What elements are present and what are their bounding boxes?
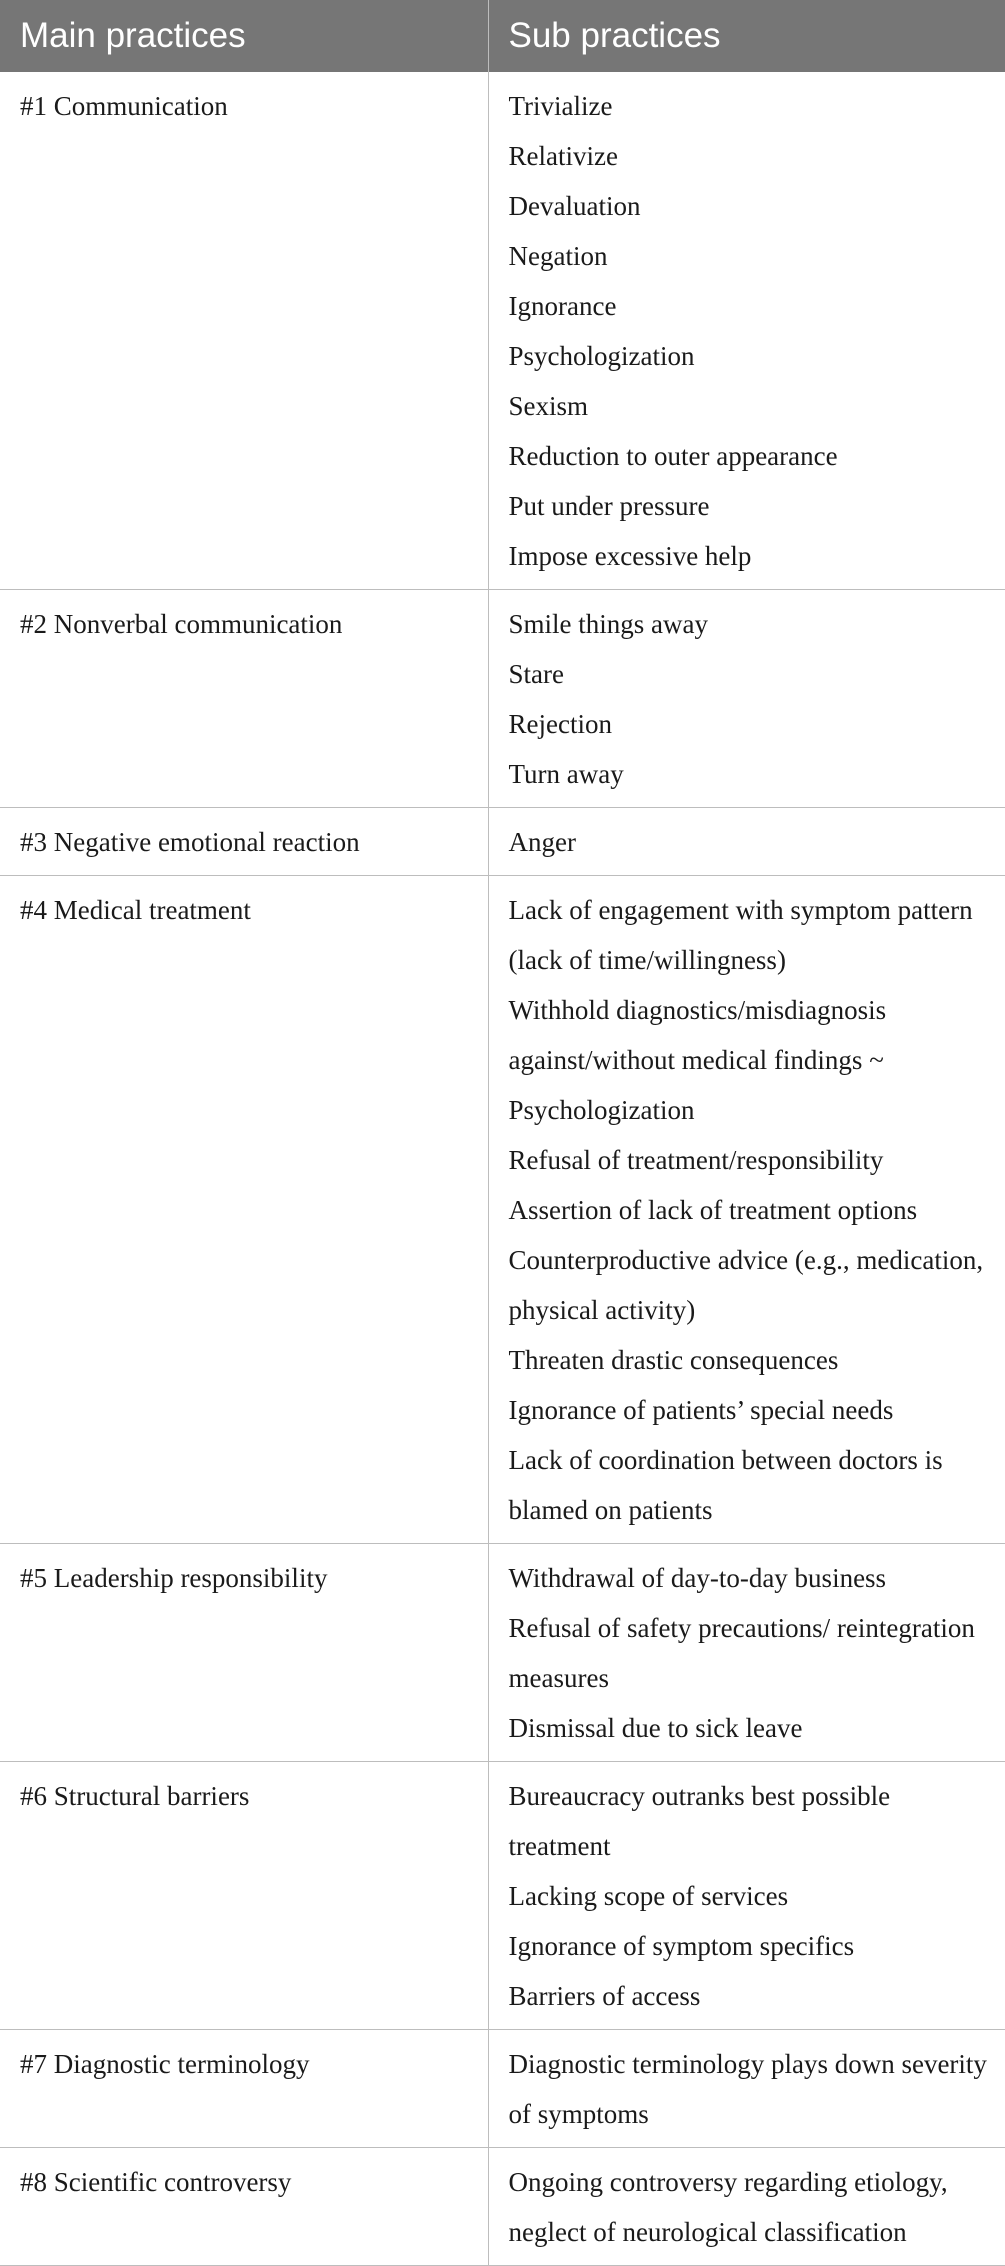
header-main-practices: Main practices [0, 0, 488, 72]
main-practice-cell: #7 Diagnostic terminology [0, 2030, 488, 2148]
sub-practice-item: Ignorance [508, 291, 617, 321]
sub-practice-item: Turn away [508, 759, 624, 789]
sub-practice-item: Sexism [508, 391, 589, 421]
sub-practices-cell [488, 1762, 1005, 2030]
sub-practices-cell [488, 72, 1005, 590]
sub-practice-item: Trivialize [508, 91, 613, 121]
sub-practice-item: Relativize [508, 141, 618, 171]
main-practice-cell: #4 Medical treatment [0, 876, 488, 1544]
table-row [0, 876, 1005, 1544]
sub-practice-item: Barriers of access [508, 1981, 701, 2011]
header-sub-practices: Sub practices [488, 0, 1005, 72]
main-practice-cell: #3 Negative emotional reaction [0, 808, 488, 876]
sub-practice-item: Devaluation [508, 191, 641, 221]
sub-practice-item: Withdrawal of day-to-day business [508, 1563, 887, 1593]
sub-practices-cell [488, 2148, 1005, 2266]
table-row [0, 72, 1005, 590]
sub-practice-item: Lack of coordination between doctors is blamed on patients [508, 1445, 943, 1525]
sub-practices-cell [488, 590, 1005, 808]
sub-practice-item: Anger [508, 827, 576, 857]
sub-practice-item: Counterproductive advice (e.g., medication, physical activity) [508, 1245, 984, 1325]
sub-practice-item: Refusal of safety precautions/ reintegration measures [508, 1613, 975, 1693]
sub-practice-item: Assertion of lack of treatment options [508, 1195, 918, 1225]
sub-practices-cell [488, 1544, 1005, 1762]
table-row [0, 590, 1005, 808]
sub-practice-item: Lacking scope of services [508, 1881, 789, 1911]
main-practice-cell: #8 Scientific controversy [0, 2148, 488, 2266]
sub-practice-item: Reduction to outer appearance [508, 441, 838, 471]
sub-practice-item: Lack of engagement with symptom pattern (lack of time/willingness) [508, 895, 973, 975]
main-practice-cell: #2 Nonverbal communication [0, 590, 488, 808]
sub-practice-item: Threaten drastic consequences [508, 1345, 839, 1375]
sub-practice-item: Withhold diagnostics/misdiagnosis against/without medical findings ~ Psychologization [508, 995, 887, 1125]
sub-practice-item: Smile things away [508, 609, 708, 639]
sub-practice-item: Stare [508, 659, 564, 689]
sub-practices-cell [488, 808, 1005, 876]
table-row [0, 2148, 1005, 2266]
main-practice-cell: #1 Communication [0, 72, 488, 590]
table-row [0, 808, 1005, 876]
header-row [0, 0, 1005, 72]
main-practice-cell: #6 Structural barriers [0, 1762, 488, 2030]
sub-practice-item: Psychologization [508, 341, 695, 371]
table-header [0, 0, 1005, 72]
table-row [0, 2030, 1005, 2148]
sub-practice-item: Ongoing controversy regarding etiology, neglect of neurological classification [508, 2167, 948, 2247]
sub-practices-cell [488, 2030, 1005, 2148]
table-row [0, 1762, 1005, 2030]
sub-practices-cell [488, 876, 1005, 1544]
table-row [0, 1544, 1005, 1762]
main-practice-cell: #5 Leadership responsibility [0, 1544, 488, 1762]
sub-practice-item: Negation [508, 241, 608, 271]
sub-practice-item: Dismissal due to sick leave [508, 1713, 803, 1743]
sub-practice-item: Ignorance of symptom specifics [508, 1931, 855, 1961]
sub-practice-item: Refusal of treatment/responsibility [508, 1145, 884, 1175]
sub-practice-item: Put under pressure [508, 491, 710, 521]
table-body [0, 72, 1005, 2266]
sub-practice-item: Ignorance of patients’ special needs [508, 1395, 894, 1425]
sub-practice-item: Impose excessive help [508, 541, 752, 571]
sub-practice-item: Rejection [508, 709, 612, 739]
sub-practice-item: Diagnostic terminology plays down severity of symptoms [508, 2049, 987, 2129]
sub-practice-item: Bureaucracy outranks best possible treatment [508, 1781, 891, 1861]
